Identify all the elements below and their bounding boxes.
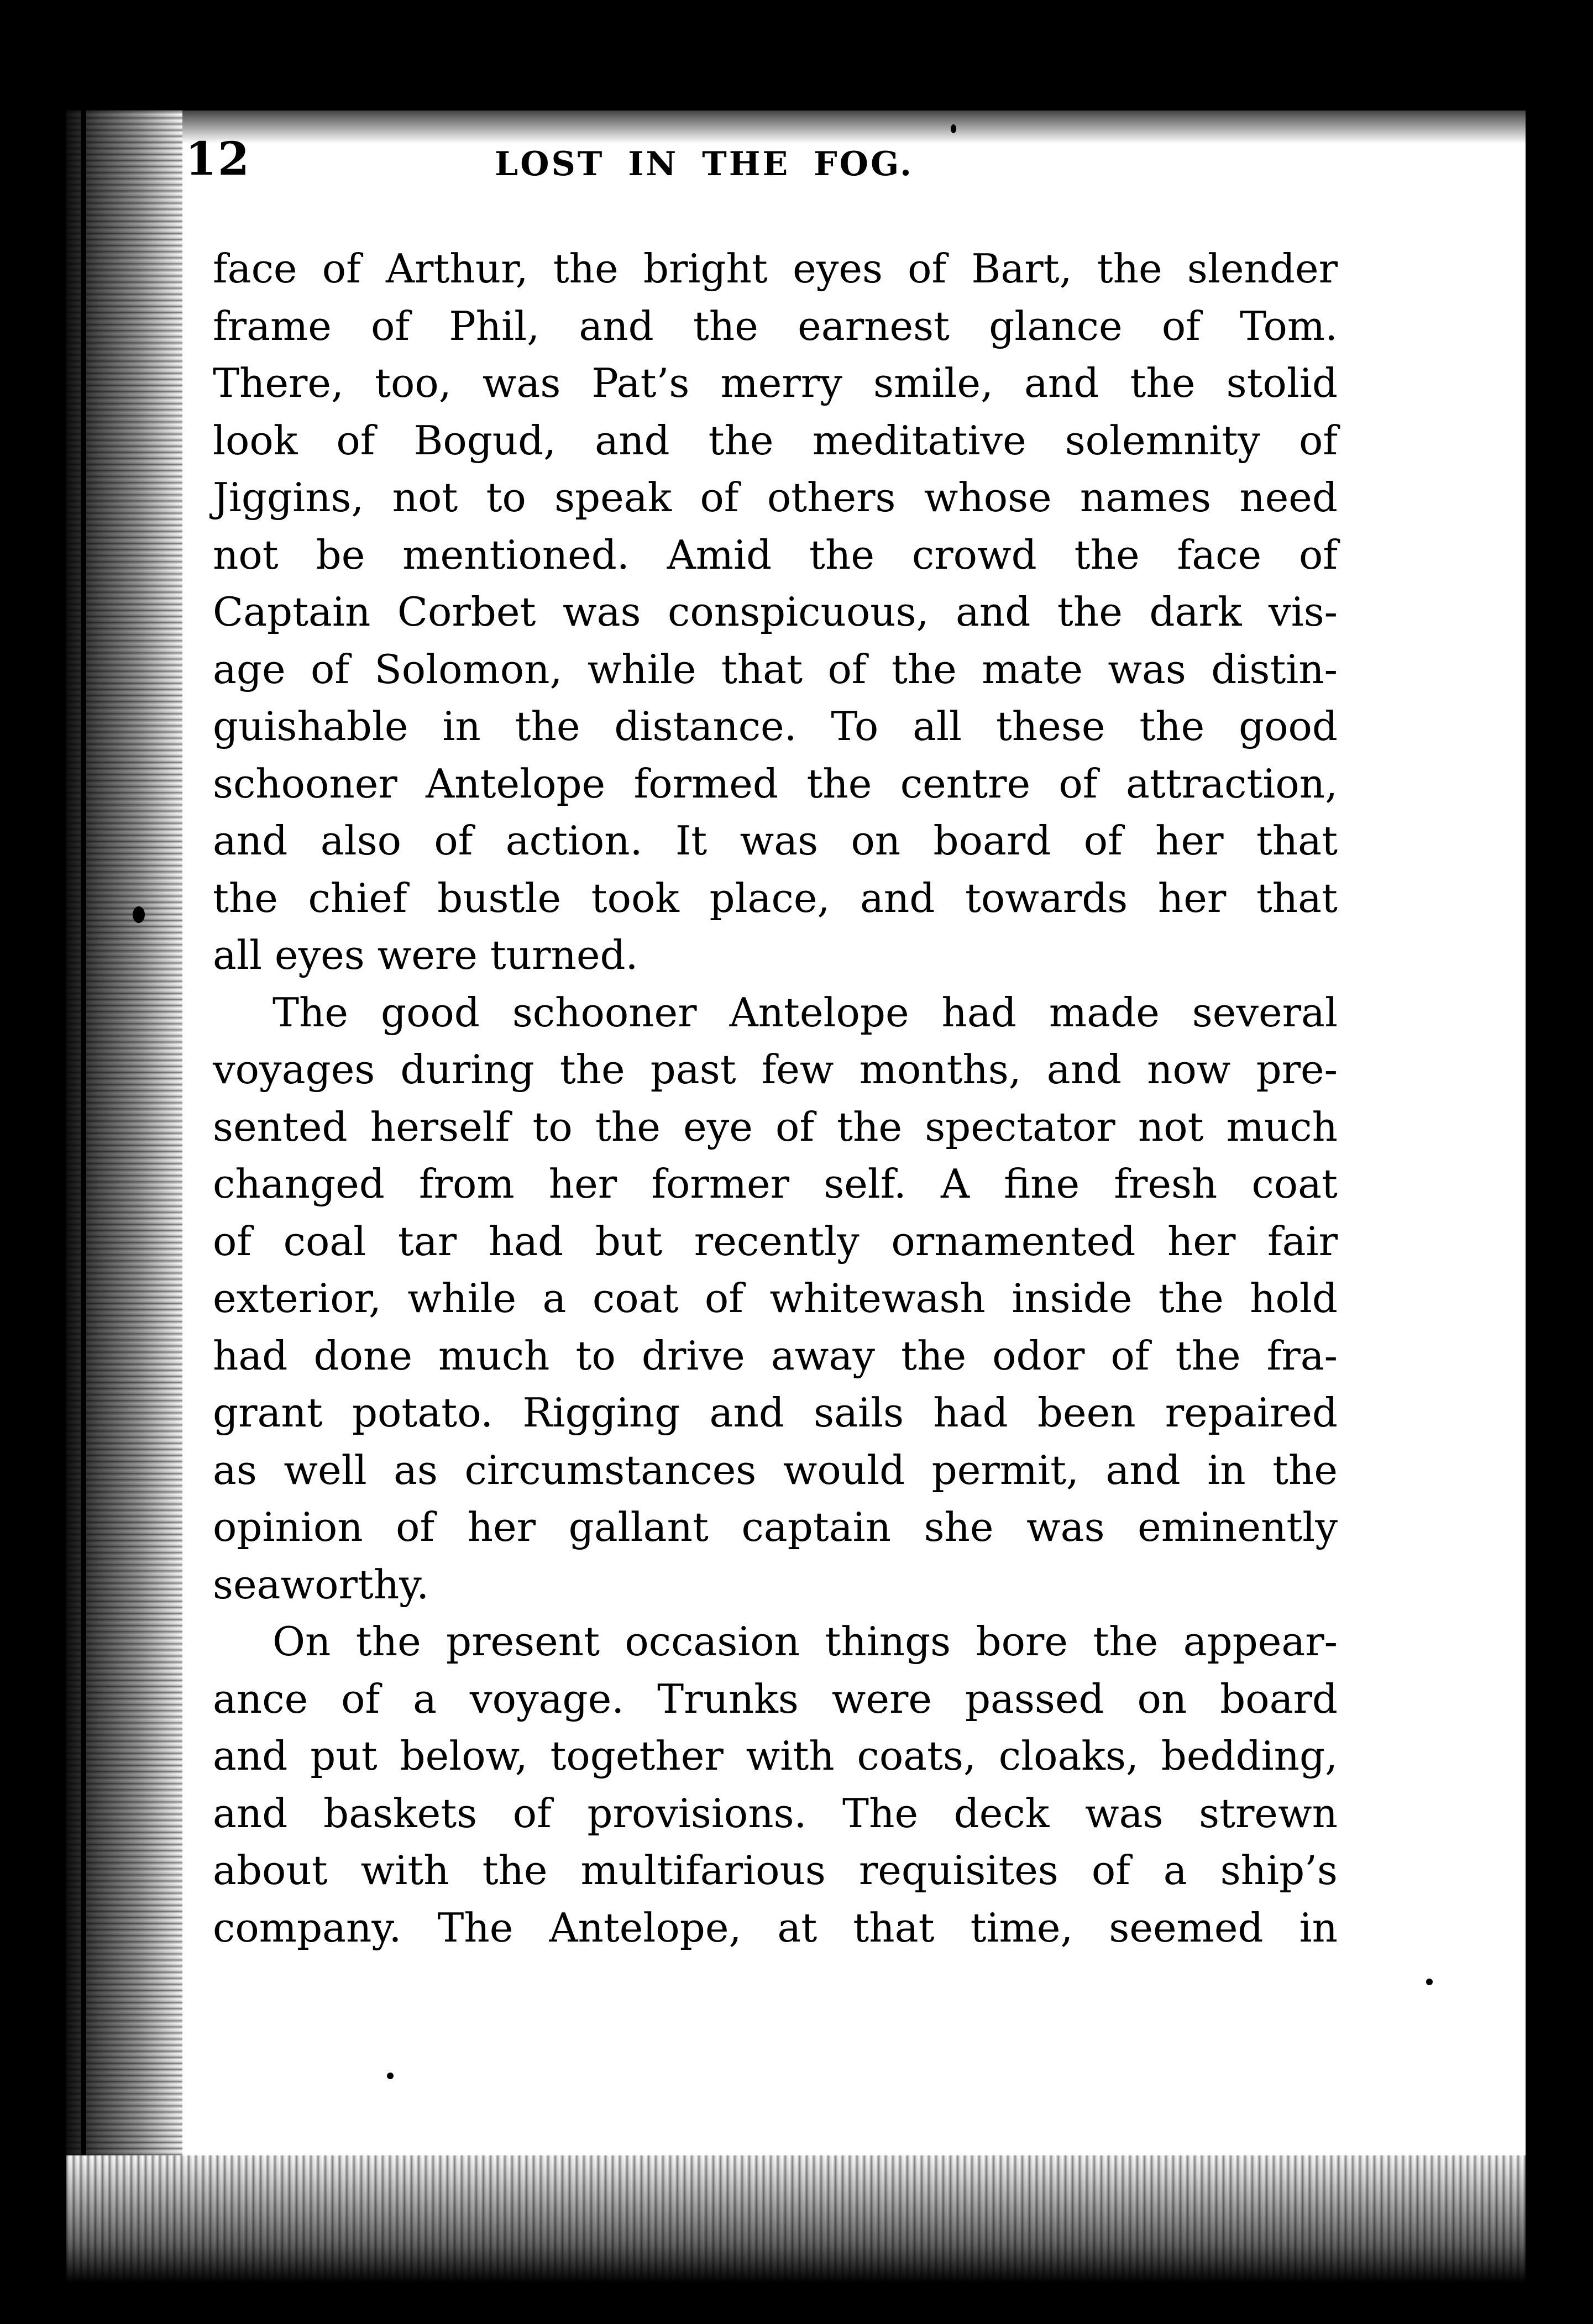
- text-line: schooner Antelope formed the centre of attraction,: [213, 760, 1338, 807]
- text-line: Captain Corbet was conspicuous, and the dark vis-: [213, 589, 1338, 635]
- text-line: had done much to drive away the odor of the fra-: [213, 1332, 1338, 1379]
- page-number: 12: [185, 133, 251, 186]
- text-line: company. The Antelope, at that time, seemed in: [213, 1904, 1338, 1951]
- text-line: of coal tar had but recently ornamented her fair: [213, 1218, 1338, 1265]
- text-line: the chief bustle took place, and towards her that: [213, 874, 1338, 921]
- text-line: about with the multifarious requisites of a ship’s: [213, 1847, 1338, 1893]
- page-bottom-edge-noise: [66, 2155, 1526, 2283]
- body-text: [213, 240, 1338, 1956]
- text-line: voyages during the past few months, and now pre-: [213, 1046, 1338, 1093]
- text-line: sented herself to the eye of the spectator not much: [213, 1103, 1338, 1150]
- paragraph: [213, 240, 1338, 984]
- text-line: The good schooner Antelope had made several: [273, 989, 1338, 1036]
- text-line: There, too, was Pat’s merry smile, and the stolid: [213, 360, 1338, 406]
- text-line: look of Bogud, and the meditative solemnity of: [213, 417, 1338, 464]
- paragraph: [213, 984, 1338, 1614]
- scan-speck: [387, 2073, 394, 2079]
- text-line: seaworthy.: [213, 1561, 429, 1608]
- scan-speck: [951, 124, 956, 133]
- text-line: exterior, while a coat of whitewash inside the hold: [213, 1275, 1338, 1321]
- text-line: not be mentioned. Amid the crowd the face of: [213, 531, 1338, 578]
- text-line: changed from her former self. A fine fresh coat: [213, 1161, 1338, 1207]
- page-binding-edge: [81, 111, 86, 2283]
- text-line: guishable in the distance. To all these the good: [213, 703, 1338, 749]
- text-line: On the present occasion things bore the appear-: [273, 1618, 1338, 1665]
- text-line: and also of action. It was on board of her that: [213, 817, 1338, 864]
- scan-speck: [1426, 1979, 1433, 1985]
- text-line: and put below, together with coats, cloaks, bedding,: [213, 1733, 1338, 1779]
- text-line: all eyes were turned.: [213, 932, 638, 978]
- scan-right-border: [1526, 0, 1593, 2324]
- text-line: grant potato. Rigging and sails had been repaired: [213, 1389, 1338, 1436]
- text-line: as well as circumstances would permit, and in the: [213, 1446, 1338, 1493]
- paragraph: [213, 1613, 1338, 1956]
- text-line: and baskets of provisions. The deck was strewn: [213, 1790, 1338, 1837]
- running-head: [185, 133, 1354, 193]
- scan-speck: [133, 906, 145, 923]
- text-line: opinion of her gallant captain she was eminently: [213, 1504, 1338, 1550]
- text-line: face of Arthur, the bright eyes of Bart, the slender: [213, 245, 1338, 292]
- page-header-title: LOST IN THE FOG.: [495, 145, 914, 183]
- text-line: Jiggins, not to speak of others whose names need: [213, 474, 1338, 521]
- text-line: frame of Phil, and the earnest glance of Tom.: [213, 302, 1338, 349]
- scan-top-border: [0, 0, 1593, 111]
- text-line: age of Solomon, while that of the mate was distin-: [213, 646, 1338, 693]
- text-line: ance of a voyage. Trunks were passed on board: [213, 1675, 1338, 1722]
